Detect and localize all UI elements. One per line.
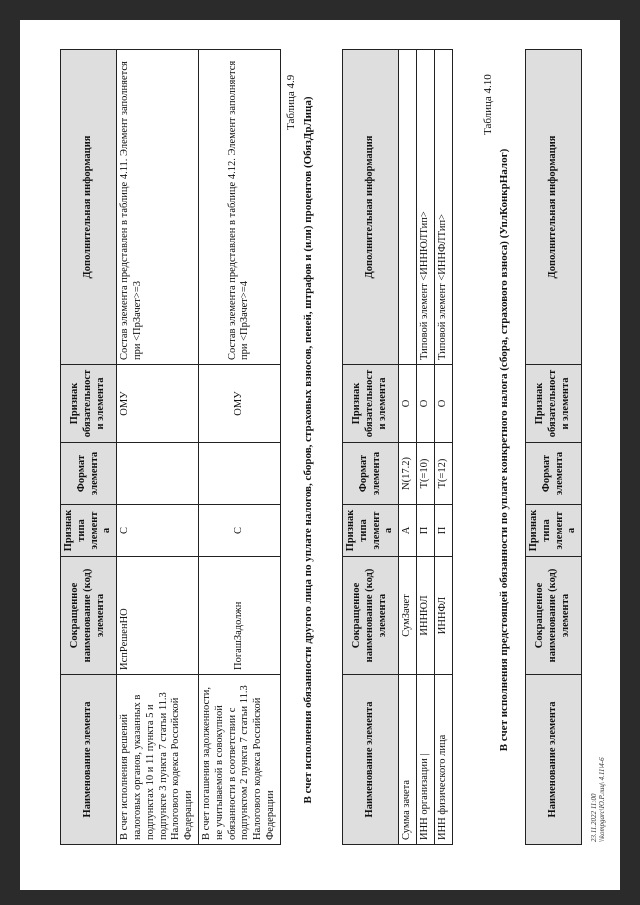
col-header-code: Сокращенное наименование (код) элемента xyxy=(343,557,399,675)
cell-required: О xyxy=(399,365,417,443)
document-footer xyxy=(590,757,606,842)
col-header-name: Наименование элемента xyxy=(61,675,117,845)
cell-type: А xyxy=(399,505,417,557)
cell-required: ОМУ xyxy=(198,365,280,443)
col-header-name: Наименование элемента xyxy=(526,675,582,845)
footer-date: 23.11.2022 11:00 xyxy=(590,793,598,842)
cell-required: О xyxy=(416,365,434,443)
cell-name: В счет исполнения решений налоговых органов, указанных в подпунктах 10 и 11 пункта 5 и подпункте 3 пункта 7 статьи 11.3 Налогового кодекса Российской Федерации xyxy=(117,675,199,845)
cell-required: О xyxy=(434,365,452,443)
table-row xyxy=(198,50,280,845)
cell-code: СумЗачет xyxy=(399,557,417,675)
col-header-required: Признак обязательности элемента xyxy=(61,365,117,443)
table-header-row xyxy=(61,50,117,845)
cell-name: Сумма зачета xyxy=(399,675,417,845)
col-header-code: Сокращенное наименование (код) элемента xyxy=(61,557,117,675)
footer-path: \\kompgarc\Ю.Р.лиц\ 4.11\4-6 xyxy=(598,757,607,842)
table-title-4-9: В счет исполнения обязанности другого лица по уплате налогов, сборов, страховых взносов, пеней, штрафов и (или) процентов (ОбязДрЛица) xyxy=(302,96,314,804)
cell-name: В счет погашения задолженности, не учитываемой в совокупной обязанности в соответствии с подпунктом 2 пункта 7 статьи 11.3 Налогового кодекса Российской Федерации xyxy=(198,675,280,845)
table-4-9 xyxy=(342,49,453,845)
table-row xyxy=(416,50,434,845)
table-row xyxy=(117,50,199,845)
col-header-type: Признак типа элемента xyxy=(526,505,582,557)
col-header-required: Признак обязательности элемента xyxy=(343,365,399,443)
cell-info: Состав элемента представлен в таблице 4.12. Элемент заполняется при <ПрЗачет>=4 xyxy=(198,50,280,365)
col-header-info: Дополнительная информация xyxy=(343,50,399,365)
col-header-format: Формат элемента xyxy=(343,443,399,505)
col-header-info: Дополнительная информация xyxy=(526,50,582,365)
cell-format xyxy=(117,443,199,505)
col-header-name: Наименование элемента xyxy=(343,675,399,845)
table-elements-continued xyxy=(60,49,281,845)
table-row xyxy=(434,50,452,845)
rotated-content xyxy=(20,20,620,890)
scanned-page xyxy=(20,20,620,890)
col-header-required: Признак обязательности элемента xyxy=(526,365,582,443)
cell-name: ИНН физического лица xyxy=(434,675,452,845)
cell-format: T(=12) xyxy=(434,443,452,505)
col-header-type: Признак типа элемента xyxy=(61,505,117,557)
cell-format: T(=10) xyxy=(416,443,434,505)
cell-name: ИНН организации | xyxy=(416,675,434,845)
cell-code: ИННФЛ xyxy=(434,557,452,675)
col-header-format: Формат элемента xyxy=(526,443,582,505)
col-header-info: Дополнительная информация xyxy=(61,50,117,365)
table-4-10 xyxy=(525,49,582,845)
table-header-row xyxy=(526,50,582,845)
table-caption-4-9: Таблица 4.9 xyxy=(285,74,297,130)
cell-format xyxy=(198,443,280,505)
table-header-row xyxy=(343,50,399,845)
cell-format: N(17.2) xyxy=(399,443,417,505)
col-header-code: Сокращенное наименование (код) элемента xyxy=(526,557,582,675)
cell-info xyxy=(399,50,417,365)
table-caption-4-10: Таблица 4.10 xyxy=(482,74,494,135)
cell-code: ИННЮЛ xyxy=(416,557,434,675)
cell-info: Типовой элемент <ИННФЛТип> xyxy=(434,50,452,365)
cell-type: П xyxy=(434,505,452,557)
cell-info: Состав элемента представлен в таблице 4.11. Элемент заполняется при <ПрЗачет>=3 xyxy=(117,50,199,365)
cell-required: ОМУ xyxy=(117,365,199,443)
cell-type: С xyxy=(198,505,280,557)
cell-code: ИспРешенНО xyxy=(117,557,199,675)
table-row xyxy=(399,50,417,845)
cell-type: П xyxy=(416,505,434,557)
cell-code: ПогашЗадолжн xyxy=(198,557,280,675)
cell-info: Типовой элемент <ИННЮЛТип> xyxy=(416,50,434,365)
table-title-4-10: В счет исполнения предстоящей обязанности по уплате конкретного налога (сбора, страхового взноса) (УплКонкрНалог) xyxy=(498,148,510,752)
cell-type: С xyxy=(117,505,199,557)
col-header-format: Формат элемента xyxy=(61,443,117,505)
col-header-type: Признак типа элемента xyxy=(343,505,399,557)
